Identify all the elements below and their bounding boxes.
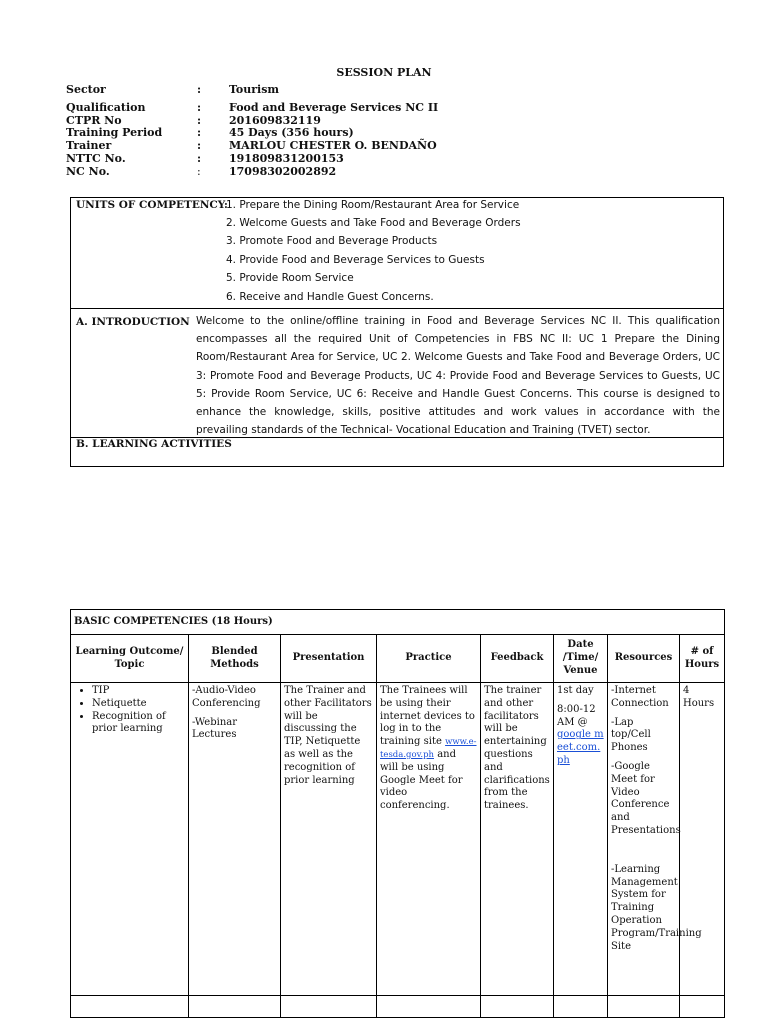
header-colon: : [197,152,202,165]
header-colon: : [197,165,201,178]
date-day: 1st day [557,685,594,696]
empty-cell [608,996,680,1018]
unit-item: 5. Provide Room Service [226,272,354,284]
header-colon: : [197,101,202,114]
empty-cell [281,996,377,1018]
header-colon: : [197,83,202,96]
presentation-cell: The Trainer and other Facilitators will be discussing the TIP, Netiquette as well as the recognition of prior learning [281,683,377,996]
header-colon: : [197,139,202,152]
basic-competencies-title: BASIC COMPETENCIES (18 Hours) [71,610,725,635]
header-value: Tourism [229,83,280,96]
empty-cell [481,996,554,1018]
learning-activities-label: B. LEARNING ACTIVITIES [76,438,232,450]
header-key: Training Period [66,126,163,139]
date-cell [554,683,608,996]
empty-cell [554,996,608,1018]
practice-text: and will be using Google Meet for video conferencing. [380,748,463,812]
header-value: MARLOU CHESTER O. BENDAÑO [229,139,437,152]
header-key: CTPR No [66,114,122,127]
document-title: SESSION PLAN [336,66,432,79]
resource-item: -Google Meet for Video Conference and Presentations [611,760,681,836]
etesda-link[interactable]: www.e-tesda.gov.ph [380,737,477,760]
column-header: Resources [608,635,680,683]
hours-cell: 4 Hours [680,683,725,996]
topic-item: • Netiquette [92,698,185,711]
empty-cell [189,996,281,1018]
topic-cell [71,683,189,996]
header-value: 45 Days (356 hours) [229,126,354,139]
units-of-competency-label: UNITS OF COMPETENCY: [76,199,228,211]
basic-competencies-table [70,609,725,1018]
empty-cell [680,996,725,1018]
column-header: Learning Outcome/ Topic [71,635,189,683]
divider-units [70,308,724,309]
table-row [71,996,725,1018]
practice-text: The Trainees will be using their internet devices to log in to the training site [380,685,475,748]
column-header: Presentation [281,635,377,683]
header-colon: : [197,114,202,127]
header-value: 201609832119 [229,114,321,127]
practice-cell [377,683,481,996]
header-key: NTTC No. [66,152,126,165]
method-item: -Webinar Lectures [192,716,237,741]
date-time: 8:00-12 AM @ [557,703,596,728]
column-header: Blended Methods [189,635,281,683]
empty-cell [377,996,481,1018]
introduction-text: Welcome to the online/offline training in Food and Beverage Services NC II. This qualification encompasses all the required Unit of Competencies in FBS NC II: UC 1 Prepare the Dining Room/Restaurant Area for Service, UC 2. Welcome Guests and Take Food and Beverage Orders, UC 3: Promote Food and Beverage Products, UC 4: Provide Food and Beverage Services to Guests, UC 5: Provide Room Service, UC 6: Receive and Handle Guest Concerns. This course is designed to enhance the knowledge, skills, positive attitudes and work values in accordance with the prevailing standards of the Technical- Vocational Education and Training (TVET) sector. [196,315,720,437]
method-item: -Audio-Video Conferencing [192,685,261,709]
column-header: Feedback [481,635,554,683]
column-header: Date /Time/ Venue [554,635,608,683]
header-colon: : [197,126,202,139]
header-value: 17098302002892 [229,165,337,178]
unit-item: 3. Promote Food and Beverage Products [226,235,438,247]
unit-item: 6. Receive and Handle Guest Concerns. [226,291,434,303]
unit-item: 4. Provide Food and Beverage Services to Guests [226,254,485,266]
google-meet-link[interactable]: google meet.com.ph [557,729,604,766]
column-header: # of Hours [680,635,725,683]
header-value: 191809831200153 [229,152,344,165]
header-value: Food and Beverage Services NC II [229,101,439,114]
header-key: NC No. [66,165,110,178]
methods-cell [189,683,281,996]
header-key: Trainer [66,139,112,152]
header-key: Sector [66,83,106,96]
column-header: Practice [377,635,481,683]
empty-cell [71,996,189,1018]
unit-item: 2. Welcome Guests and Take Food and Beverage Orders [226,217,521,229]
introduction-label: A. INTRODUCTION [76,316,190,328]
table-row [71,683,725,996]
resource-item: -Internet Connection [611,685,669,709]
header-key: Qualification [66,101,146,114]
unit-item: 1. Prepare the Dining Room/Restaurant Area for Service [226,199,520,211]
resource-item: -Lap top/Cell Phones [611,716,651,754]
resource-item: -Learning Management System for Training Operation Program/Training Site [611,863,702,952]
topic-item: • Recognition of prior learning [92,711,185,737]
topic-item: • TIP [92,685,185,698]
feedback-cell: The trainer and other facilitators will be entertaining questions and clarifications from the trainees. [481,683,554,996]
